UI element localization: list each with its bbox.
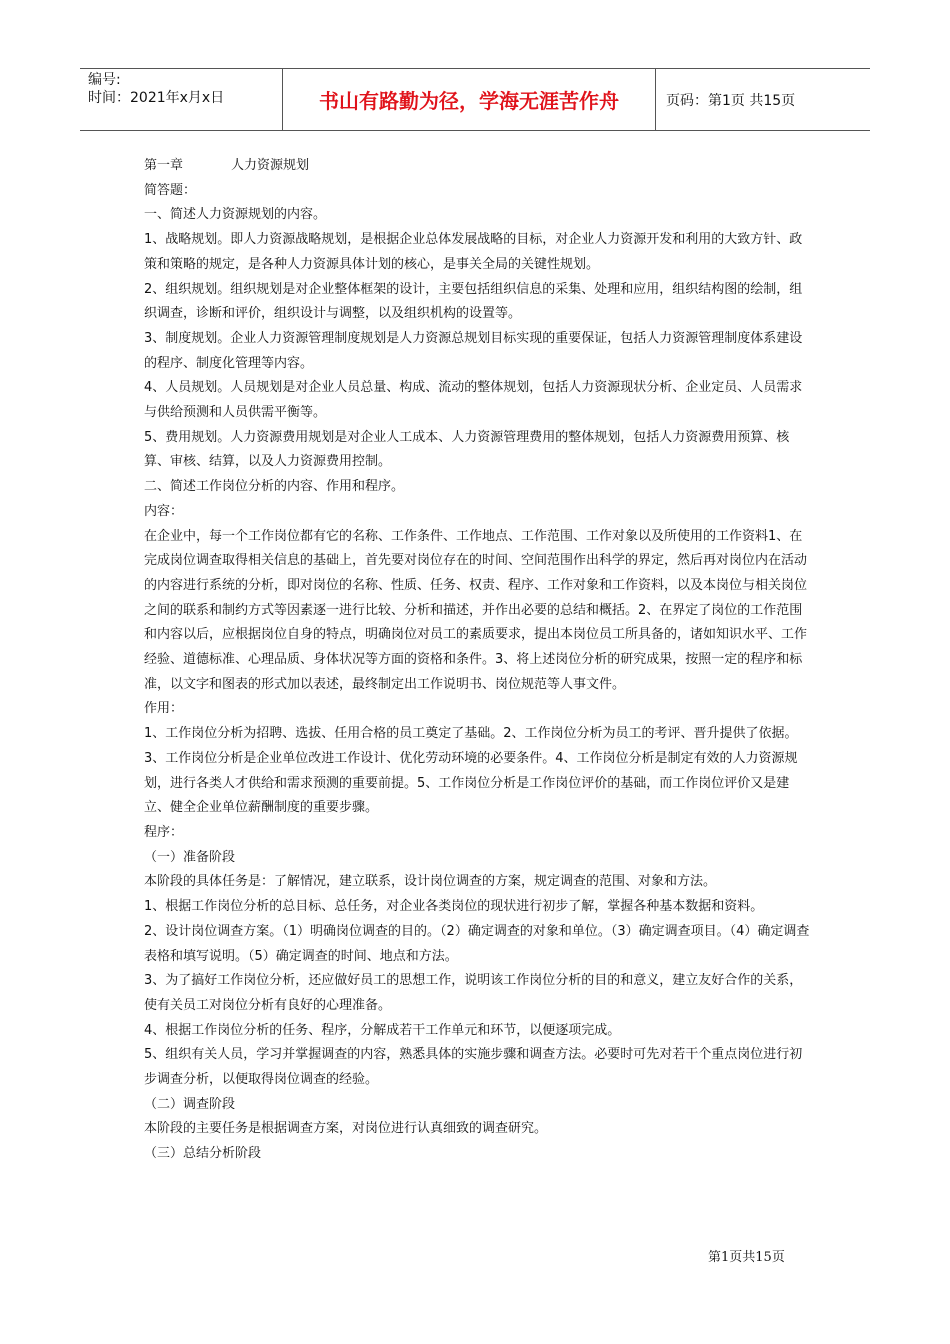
- paragraph: 3、制度规划。企业人力资源管理制度规划是人力资源总规划目标实现的重要保证，包括人力资源管理制度体系建设的程序、制度化管理等内容。: [144, 330, 803, 371]
- paragraph: 2、组织规划。组织规划是对企业整体框架的设计，主要包括组织信息的采集、处理和应用，组织结构图的绘制，组织调查，诊断和评价，组织设计与调整，以及组织机构的设置等。: [144, 281, 803, 322]
- chapter-heading: [144, 154, 812, 179]
- paragraph: 1、工作岗位分析为招聘、选拔、任用合格的员工奠定了基础。2、工作岗位分析为员工的考评、晋升提供了依据。3、工作岗位分析是企业单位改进工作设计、优化劳动环境的必要条件。4、工作岗位分析是制定有效的人力资源规划，进行各类人才供给和需求预测的重要前提。5、工作岗位分析是工作岗位评价的基础，而工作岗位评价又是建立、健全企业单位薪酬制度的重要步骤。: [144, 726, 798, 816]
- page-header: [80, 68, 870, 131]
- paragraph: 作用：: [144, 701, 184, 717]
- paragraph: 本阶段的具体任务是：了解情况，建立联系，设计岗位调查的方案，规定调查的范围、对象和方法。: [144, 874, 717, 890]
- paragraph: 在企业中，每一个工作岗位都有它的名称、工作条件、工作地点、工作范围、工作对象以及所使用的工作资料1、在完成岗位调查取得相关信息的基础上，首先要对岗位存在的时间、空间范围作出科学的界定，然后再对岗位内在活动的内容进行系统的分析，即对岗位的名称、性质、任务、权责、程序、工作对象和工作资料，以及本岗位与相关岗位之间的联系和制约方式等因素逐一进行比较、分析和描述，并作出必要的总结和概括。2、在界定了岗位的工作范围和内容以后，应根据岗位自身的特点，明确岗位对员工的素质要求，提出本岗位员工所具备的，诸如知识水平、工作经验、道德标准、心理品质、身体状况等方面的资格和条件。3、将上述岗位分析的研究成果，按照一定的程序和标准，以文字和图表的形式加以表述，最终制定出工作说明书、岗位规范等人事文件。: [144, 528, 808, 692]
- paragraph: 程序：: [144, 824, 184, 840]
- document-number-label: 编号:: [88, 72, 121, 88]
- paragraph: 3、为了搞好工作岗位分析，还应做好员工的思想工作，说明该工作岗位分析的目的和意义，建立友好合作的关系，使有关员工对岗位分析有良好的心理准备。: [144, 973, 803, 1013]
- paragraph: 二、简述工作岗位分析的内容、作用和程序。: [144, 479, 405, 495]
- document-body: [144, 154, 812, 1167]
- header-page-info: 页码：第1页 共15页: [666, 92, 796, 109]
- paragraph: （一）准备阶段: [144, 849, 236, 865]
- paragraph: 4、人员规划。人员规划是对企业人员总量、构成、流动的整体规划，包括人力资源现状分析、企业定员、人员需求与供给预测和人员供需平衡等。: [144, 380, 803, 421]
- paragraph: 5、组织有关人员，学习并掌握调查的内容，熟悉具体的实施步骤和调查方法。必要时可先对若干个重点岗位进行初步调查分析，以便取得岗位调查的经验。: [144, 1047, 803, 1088]
- paragraph: （二）调查阶段: [144, 1096, 236, 1112]
- paragraph: 5、费用规划。人力资源费用规划是对企业人工成本、人力资源管理费用的整体规划，包括人力资源费用预算、核算、审核、结算，以及人力资源费用控制。: [144, 429, 790, 470]
- paragraph: 1、战略规划。即人力资源战略规划，是根据企业总体发展战略的目标，对企业人力资源开发和利用的大致方针、政策和策略的规定，是各种人力资源具体计划的核心，是事关全局的关键性规划。: [144, 232, 803, 272]
- page-footer: 第1页共15页: [708, 1250, 785, 1265]
- header-motto: 书山有路勤为径，学海无涯苦作舟: [282, 69, 656, 130]
- document-date-label: 时间：2021年x月x日: [88, 90, 225, 106]
- chapter-name: 人力资源规划: [231, 158, 310, 173]
- paragraph: 本阶段的主要任务是根据调查方案，对岗位进行认真细致的调查研究。: [144, 1121, 548, 1137]
- paragraph: 简答题：: [144, 182, 197, 198]
- paragraph: （三）总结分析阶段: [144, 1146, 262, 1162]
- paragraph: 4、根据工作岗位分析的任务、程序，分解成若干工作单元和环节，以便逐项完成。: [144, 1022, 621, 1038]
- paragraph: 1、根据工作岗位分析的总目标、总任务，对企业各类岗位的现状进行初步了解，掌握各种基本数据和资料。: [144, 899, 764, 915]
- header-left-cell: [80, 69, 282, 130]
- chapter-number: 第一章: [144, 158, 184, 173]
- paragraph: 一、简述人力资源规划的内容。: [144, 207, 327, 223]
- paragraph: 内容：: [144, 503, 184, 519]
- paragraph: 2、设计岗位调查方案。（1）明确岗位调查的目的。（2）确定调查的对象和单位。（3）确定调查项目。（4）确定调查表格和填写说明。（5）确定调查的时间、地点和方法。: [144, 923, 810, 964]
